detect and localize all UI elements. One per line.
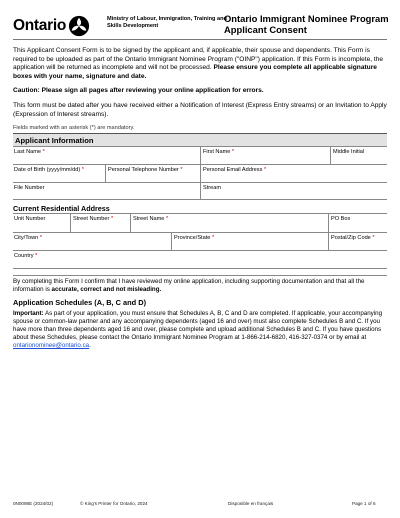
required-asterisk: *	[35, 253, 38, 259]
street-name-field[interactable]	[130, 214, 328, 232]
intro-paragraph	[13, 47, 387, 81]
stream-field[interactable]: Stream	[200, 183, 387, 199]
header-divider	[13, 39, 387, 40]
form-code: 0N0098E (2024/02)	[13, 501, 54, 506]
schedules-text: As part of your application, you must ensure that Schedules A, B, C and D are completed. If applicable, your accompanying spouse or common-law partner and any accompanying dependents (aged 16 and over) must also complete Schedules B and C. If you have more than three dependents aged 16 and over, please complete and upload additional Schedules B and C. If you have questions about these Schedules, please contact the Ontario Immigrant Nominee Program at 1-866-214-6820, 416-327-0374 or by email at	[13, 310, 383, 342]
phone-field[interactable]	[105, 165, 200, 182]
field-label: First Name	[203, 149, 231, 155]
address-row-country	[13, 251, 387, 269]
last-name-field[interactable]	[13, 147, 200, 164]
field-label: Province/State	[174, 235, 211, 241]
confirmation-bold-text: accurate, correct and not misleading.	[51, 286, 162, 294]
confirmation-statement	[13, 275, 387, 294]
middle-initial-field[interactable]: Middle Initial	[330, 147, 387, 164]
applicant-row-names	[13, 147, 387, 165]
province-field[interactable]	[171, 233, 328, 250]
dob-field[interactable]	[13, 165, 105, 182]
form-title-line2: Applicant Consent	[224, 24, 307, 35]
required-asterisk: *	[211, 235, 215, 241]
logo-wordmark: Ontario	[13, 17, 67, 34]
field-label: City/Town	[14, 235, 39, 241]
section-residential-address: Current Residential Address	[13, 204, 110, 213]
section-application-schedules: Application Schedules (A, B, C and D)	[13, 298, 147, 307]
field-label: Personal Telephone Number	[108, 167, 179, 173]
applicant-row-file	[13, 183, 387, 200]
schedules-important-paragraph	[13, 310, 387, 350]
city-field[interactable]	[13, 233, 171, 250]
form-title-line1: Ontario Immigrant Nominee Program	[224, 13, 389, 24]
trillium-icon	[68, 15, 90, 37]
oinp-email-link[interactable]: ontarionominee@ontario.ca	[13, 342, 90, 350]
required-asterisk: *	[110, 216, 114, 222]
applicant-row-contact	[13, 165, 387, 183]
caution-text: Caution: Please sign all pages after reviewing your online application for errors.	[13, 87, 264, 94]
field-label: Date of Birth (yyyy/mm/dd)	[14, 167, 81, 173]
field-label: Personal Email Address	[203, 167, 263, 173]
email-field[interactable]	[200, 165, 387, 182]
po-box-field[interactable]: PO Box	[328, 214, 387, 232]
first-name-field[interactable]	[200, 147, 330, 164]
required-asterisk: *	[81, 167, 84, 173]
mandatory-note: Fields marked with an asterisk (*) are mandatory.	[13, 125, 135, 131]
intro-bold-text: Please ensure you complete all applicable signature boxes with your name, signature and date.	[13, 64, 377, 80]
postal-code-field[interactable]	[328, 233, 387, 250]
file-number-field[interactable]: File Number	[14, 185, 45, 191]
sentence-end: .	[89, 342, 91, 350]
required-asterisk: *	[165, 216, 169, 222]
field-label: Postal/Zip Code	[331, 235, 371, 241]
ministry-name: Ministry of Labour, Immigration, Training and Skills Development	[107, 16, 227, 29]
address-row-street	[13, 214, 387, 233]
form-title	[224, 13, 394, 35]
confirmation-text: By completing this Form I confirm that I have reviewed my online application, including supporting documentation and that all the information is	[13, 278, 365, 294]
field-label: Country	[14, 253, 34, 259]
required-asterisk: *	[263, 167, 267, 173]
intro-text: This Applicant Consent Form is to be signed by the applicant and, if applicable, their spouse and dependents. This Form is required to be uploaded as part of the Ontario Immigrant Nominee Program ("OINP") application. If this Form is incomplete, the application will be returned as incomplete and will not be processed.	[13, 47, 384, 72]
applicant-fields	[13, 146, 387, 200]
required-asterisk: *	[42, 149, 45, 155]
date-requirement-text: This form must be dated after you have received either a Notification of Interest (Express Entry streams) or an Invitation to Apply (Expression of Interest streams).	[13, 102, 387, 118]
address-fields	[13, 213, 387, 269]
french-availability-note: Disponible en français	[228, 501, 274, 506]
street-number-field[interactable]	[70, 214, 130, 232]
country-field[interactable]	[13, 251, 387, 268]
important-label: Important:	[13, 310, 44, 317]
required-asterisk: *	[231, 149, 235, 155]
field-label: Street Name	[133, 216, 165, 222]
address-row-city	[13, 233, 387, 251]
page-number: Page 1 of 6	[352, 501, 376, 506]
required-asterisk: *	[372, 235, 375, 241]
field-label: Last Name	[14, 149, 42, 155]
ontario-logo	[13, 13, 90, 39]
unit-number-field[interactable]: Unit Number	[14, 216, 46, 222]
field-label: Street Number	[73, 216, 110, 222]
section-applicant-information: Applicant Information	[13, 133, 387, 146]
copyright-notice: © King's Printer for Ontario, 2024	[80, 501, 148, 506]
required-asterisk: *	[180, 167, 183, 173]
required-asterisk: *	[39, 235, 42, 241]
